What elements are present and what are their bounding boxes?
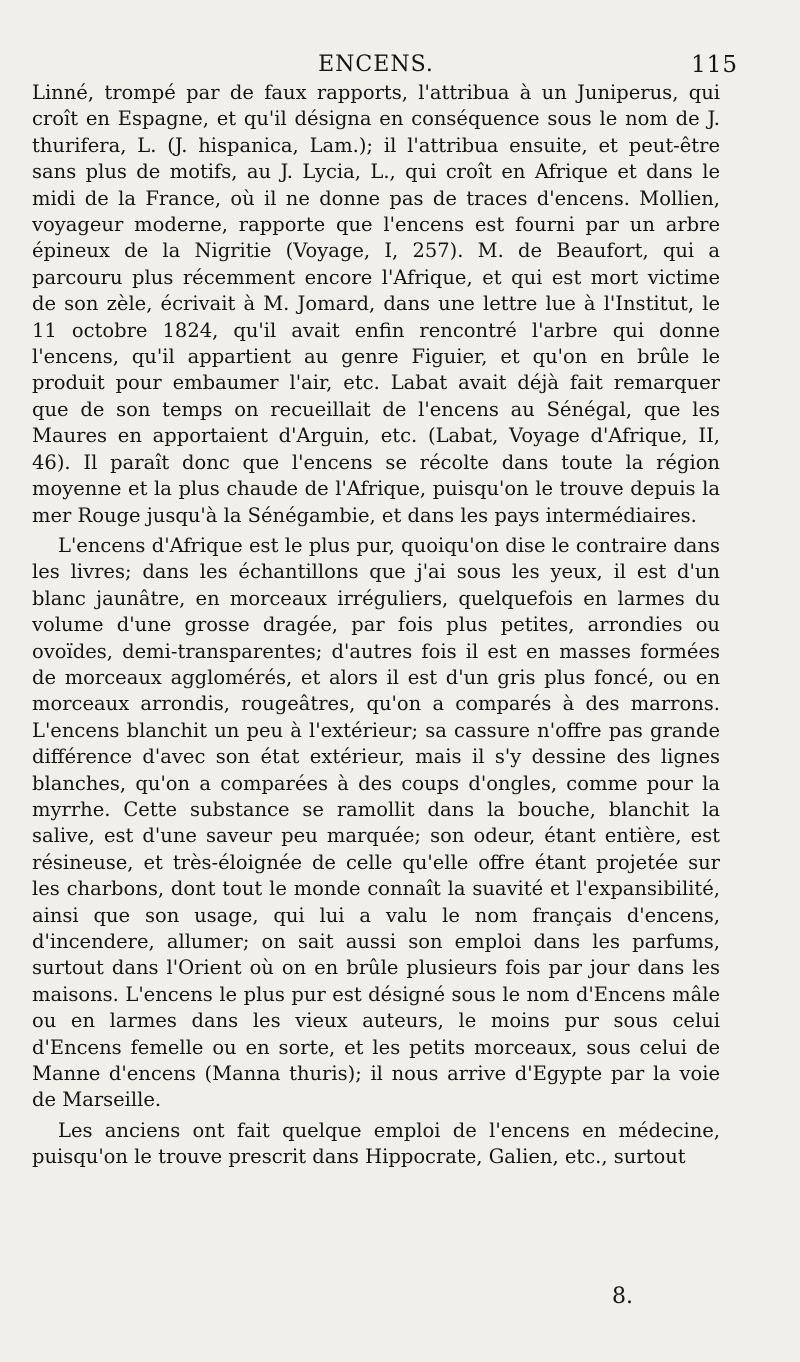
running-head xyxy=(32,48,738,80)
paragraph-2: L'encens d'Afrique est le plus pur, quoiqu'on dise le contraire dans les livres; dans les échantillons que j'ai sous les yeux, il est d'un blanc jaunâtre, en morceaux irréguliers, quelquefois en larmes du volume d'une grosse dragée, par fois plus petites, arrondies ou ovoïdes, demi-transparentes; d'autres fois il est en masses formées de morceaux agglomérés, et alors il est d'un gris plus foncé, ou en morceaux arrondis, rougeâtres, qu'on a comparés à des marrons. L'encens blanchit un peu à l'extérieur; sa cassure n'offre pas grande différence d'avec son état extérieur, mais il s'y dessine des lignes blanches, qu'on a comparées à des coups d'ongles, comme pour la myrrhe. Cette substance se ramollit dans la bouche, blanchit la salive, est d'une saveur peu marquée; son odeur, étant entière, est résineuse, et très-éloignée de celle qu'elle offre étant projetée sur les charbons, dont tout le monde connaît la suavité et l'expansibilité, ainsi que son usage, qui lui a valu le nom français d'encens, d'incendere, allumer; on sait aussi son emploi dans les parfums, surtout dans l'Orient où on en brûle plusieurs fois par jour dans les maisons. L'encens le plus pur est désigné sous le nom d'Encens mâle ou en larmes dans les vieux auteurs, le moins pur sous celui d'Encens femelle ou en sorte, et les petits morceaux, sous celui de Manne d'encens (Manna thuris); il nous arrive d'Egypte par la voie de Marseille. xyxy=(32,533,720,1112)
body-text xyxy=(32,80,720,1171)
page-number: 115 xyxy=(691,52,738,78)
running-title: ENCENS. xyxy=(318,52,434,77)
signature-mark: 8. xyxy=(612,1284,633,1309)
paragraph-3: Les anciens ont fait quelque emploi de l'encens en médecine, puisqu'on le trouve prescrit dans Hippocrate, Galien, etc., surtout xyxy=(32,1118,720,1169)
paragraph-1: Linné, trompé par de faux rapports, l'attribua à un Juniperus, qui croît en Espagne, et qu'il désigna en conséquence sous le nom de J. thurifera, L. (J. hispanica, Lam.); il l'attribua ensuite, et peut-être sans plus de motifs, au J. Lycia, L., qui croît en Afrique et dans le midi de la France, où il ne donne pas de traces d'encens. Mollien, voyageur moderne, rapporte que l'encens est fourni par un arbre épineux de la Nigritie (Voyage, I, 257). M. de Beaufort, qui a parcouru plus récemment encore l'Afrique, et qui est mort victime de son zèle, écrivait à M. Jomard, dans une lettre lue à l'Institut, le 11 octobre 1824, qu'il avait enfin rencontré l'arbre qui donne l'encens, qu'il appartient au genre Figuier, et qu'on en brûle le produit pour embaumer l'air, etc. Labat avait déjà fait remarquer que de son temps on recueillait de l'encens au Sénégal, que les Maures en apportaient d'Arguin, etc. (Labat, Voyage d'Afrique, II, 46). Il paraît donc que l'encens se récolte dans toute la région moyenne et la plus chaude de l'Afrique, puisqu'on le trouve depuis la mer Rouge jusqu'à la Sénégambie, et dans les pays intermédiaires. xyxy=(32,81,720,527)
